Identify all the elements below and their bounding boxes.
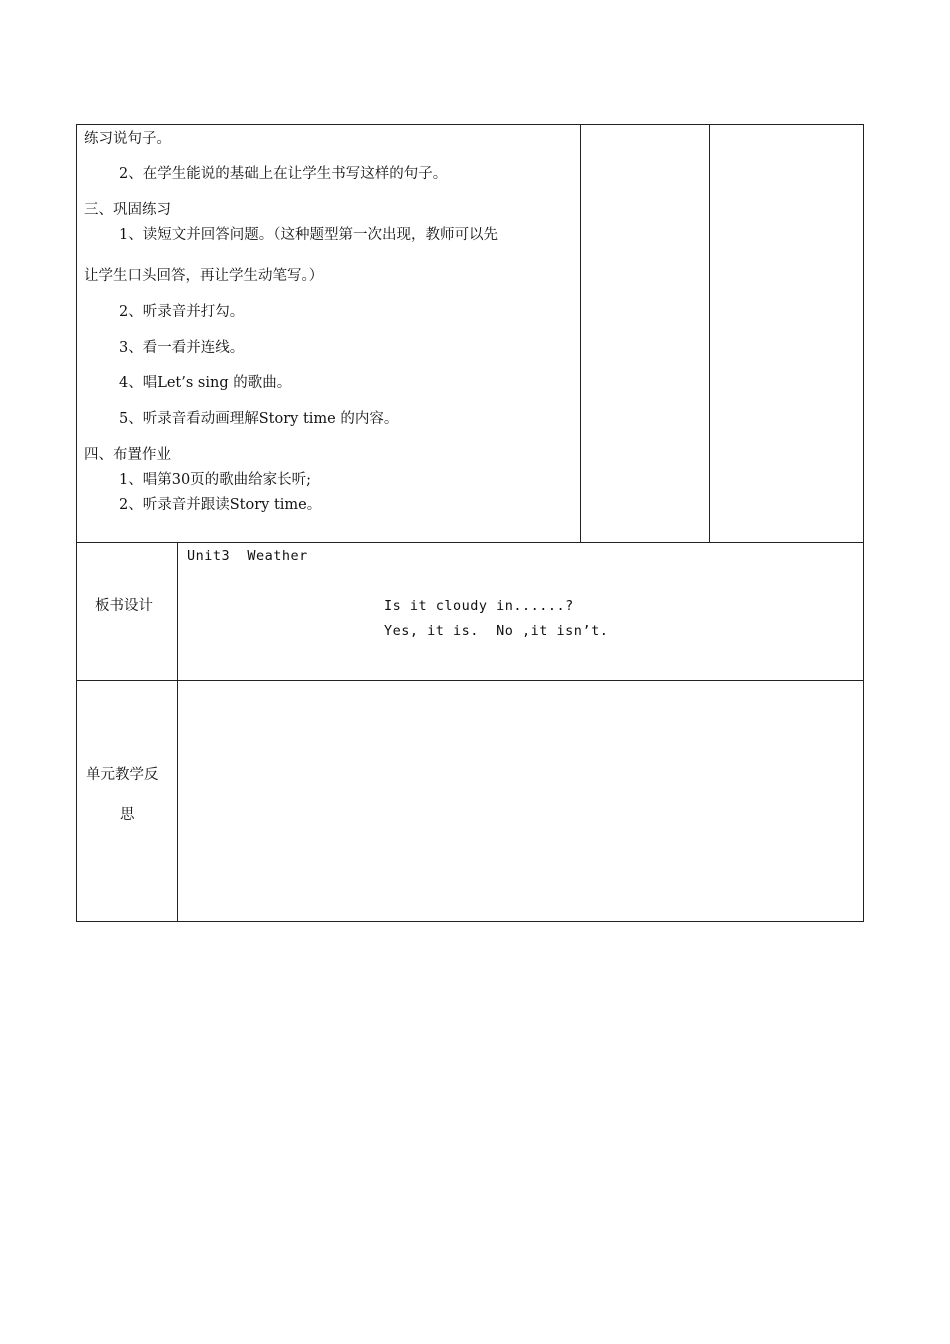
- upper-col-divider-2: [709, 124, 710, 542]
- row-divider-2: [76, 680, 864, 681]
- reflection-label-line1: 单元教学反: [86, 767, 159, 783]
- text-line-11: 1、唱第30页的歌曲给家长听;: [119, 472, 312, 488]
- table-border-bottom: [76, 921, 864, 922]
- label-col-divider: [177, 542, 178, 922]
- text-line-6: 2、听录音并打勾。: [119, 304, 245, 320]
- board-design-label: 板书设计: [95, 598, 153, 614]
- upper-col-divider-1: [580, 124, 581, 542]
- text-line-7: 3、看一看并连线。: [119, 340, 245, 356]
- board-question: Is it cloudy in......?: [384, 598, 574, 614]
- table-border-left: [76, 124, 77, 922]
- text-line-2: 2、在学生能说的基础上在让学生书写这样的句子。: [119, 166, 448, 182]
- board-unit-title: Unit3 Weather: [187, 548, 308, 564]
- section-heading-4: 四、布置作业: [84, 447, 171, 463]
- text-line-1: 练习说句子。: [84, 131, 171, 147]
- text-line-4: 1、读短文并回答问题。（这种题型第一次出现，教师可以先: [119, 227, 498, 243]
- text-line-12: 2、听录音并跟读Story time。: [119, 497, 322, 513]
- text-line-8: 4、唱Let’s sing 的歌曲。: [119, 375, 292, 391]
- table-border-top: [76, 124, 864, 125]
- reflection-label-line2: 思: [120, 807, 135, 823]
- text-line-9: 5、听录音看动画理解Story time 的内容。: [119, 411, 399, 427]
- text-line-5: 让学生口头回答，再让学生动笔写。）: [84, 268, 324, 284]
- section-heading-3: 三、巩固练习: [84, 202, 171, 218]
- row-divider-1: [76, 542, 864, 543]
- board-answer: Yes, it is. No ,it isn’t.: [384, 623, 609, 639]
- table-border-right: [863, 124, 864, 922]
